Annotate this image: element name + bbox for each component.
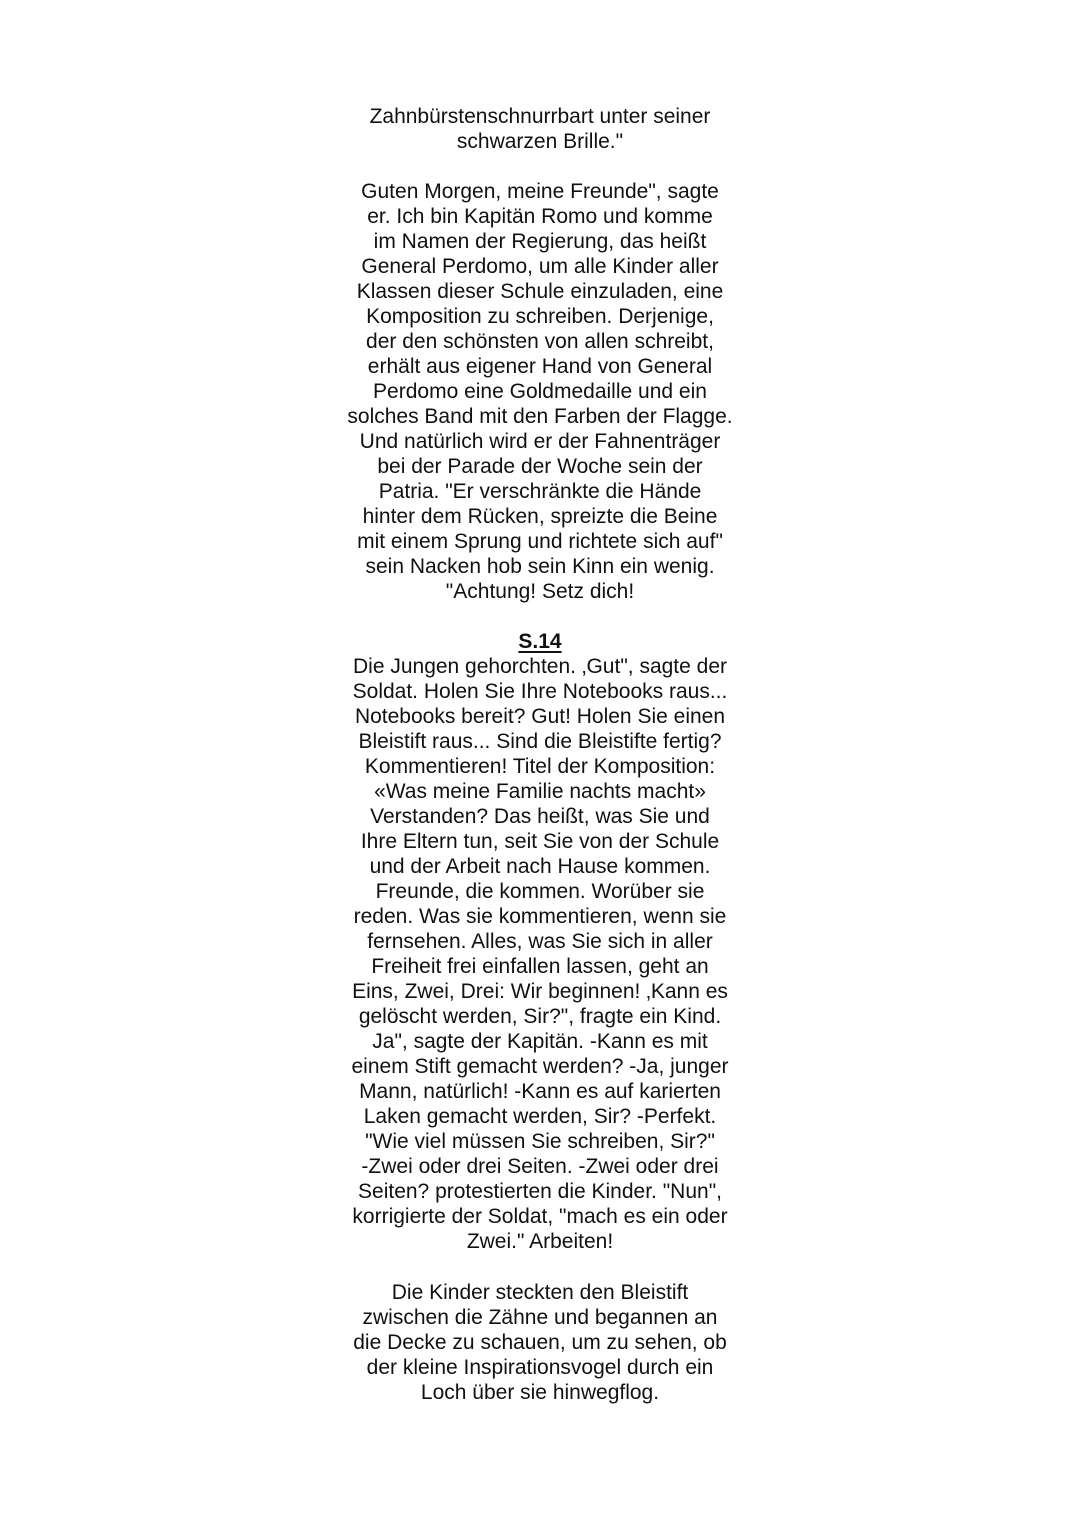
text-line: Guten Morgen, meine Freunde", sagte <box>361 180 719 203</box>
text-line: Und natürlich wird er der Fahnenträger <box>359 430 721 453</box>
text-line: reden. Was sie kommentieren, wenn sie <box>353 905 727 928</box>
text-line: schwarzen Brille." <box>456 130 624 153</box>
text-line: bei der Parade der Woche sein der <box>377 455 703 478</box>
text-line: Perdomo eine Goldmedaille und ein <box>373 380 707 403</box>
text-line: mit einem Sprung und richtete sich auf" <box>357 530 723 553</box>
text-line: Ihre Eltern tun, seit Sie von der Schule <box>360 830 720 853</box>
text-line: Loch über sie hinwegflog. <box>420 1381 660 1404</box>
text-line: Mann, natürlich! -Kann es auf karierten <box>359 1080 721 1103</box>
paragraph-1 <box>240 104 840 154</box>
text-line: Verstanden? Das heißt, was Sie und <box>370 805 710 828</box>
text-line: Laken gemacht werden, Sir? -Perfekt. <box>363 1105 717 1128</box>
text-line: korrigierte der Soldat, "mach es ein oder <box>352 1205 728 1228</box>
text-line: einem Stift gemacht werden? -Ja, junger <box>351 1055 729 1078</box>
text-line: hinter dem Rücken, spreizte die Beine <box>362 505 718 528</box>
text-line: Seiten? protestierten die Kinder. "Nun", <box>358 1180 722 1203</box>
text-line: der den schönsten von allen schreibt, <box>366 330 714 353</box>
text-line: Die Jungen gehorchten. ‚Gut", sagte der <box>352 655 728 678</box>
text-line: -Zwei oder drei Seiten. -Zwei oder drei <box>361 1155 719 1178</box>
text-line: «Was meine Familie nachts macht» <box>374 780 706 803</box>
text-line: gelöscht werden, Sir?", fragte ein Kind. <box>358 1005 722 1028</box>
text-line: erhält aus eigener Hand von General <box>367 355 713 378</box>
text-line: Zahnbürstenschnurrbart unter seiner <box>369 105 711 128</box>
text-line: Soldat. Holen Sie Ihre Notebooks raus... <box>352 680 728 703</box>
text-line: sein Nacken hob sein Kinn ein wenig. <box>365 555 715 578</box>
text-line: Ja", sagte der Kapitän. -Kann es mit <box>372 1030 708 1053</box>
paragraph-3 <box>240 629 840 1254</box>
section-heading: S.14 <box>518 630 562 653</box>
text-line: Komposition zu schreiben. Derjenige, <box>366 305 714 328</box>
text-line: zwischen die Zähne und begannen an <box>362 1306 718 1329</box>
text-line: General Perdomo, um alle Kinder aller <box>361 255 719 278</box>
text-line: "Wie viel müssen Sie schreiben, Sir?" <box>365 1130 715 1153</box>
text-line: er. Ich bin Kapitän Romo und komme <box>367 205 713 228</box>
text-line: Freiheit frei einfallen lassen, geht an <box>371 955 709 978</box>
text-line: solches Band mit den Farben der Flagge. <box>347 405 733 428</box>
text-line: und der Arbeit nach Hause kommen. <box>369 855 711 878</box>
text-line: Zwei." Arbeiten! <box>466 1230 614 1253</box>
paragraph-4 <box>240 1280 840 1405</box>
text-line: Klassen dieser Schule einzuladen, eine <box>356 280 724 303</box>
text-line: der kleine Inspirationsvogel durch ein <box>366 1356 714 1379</box>
text-line: Bleistift raus... Sind die Bleistifte fertig? <box>358 730 722 753</box>
text-line: Eins, Zwei, Drei: Wir beginnen! ‚Kann es <box>352 980 728 1003</box>
text-line: fernsehen. Alles, was Sie sich in aller <box>367 930 713 953</box>
text-line: Patria. "Er verschränkte die Hände <box>378 480 702 503</box>
text-line: Kommentieren! Titel der Komposition: <box>364 755 716 778</box>
text-line: "Achtung! Setz dich! <box>445 580 635 603</box>
text-line: Notebooks bereit? Gut! Holen Sie einen <box>354 705 726 728</box>
text-line: im Namen der Regierung, das heißt <box>373 230 707 253</box>
text-line: Freunde, die kommen. Worüber sie <box>375 880 705 903</box>
paragraph-2 <box>240 179 840 604</box>
text-line: Die Kinder steckten den Bleistift <box>391 1281 689 1304</box>
text-line: die Decke zu schauen, um zu sehen, ob <box>353 1331 727 1354</box>
